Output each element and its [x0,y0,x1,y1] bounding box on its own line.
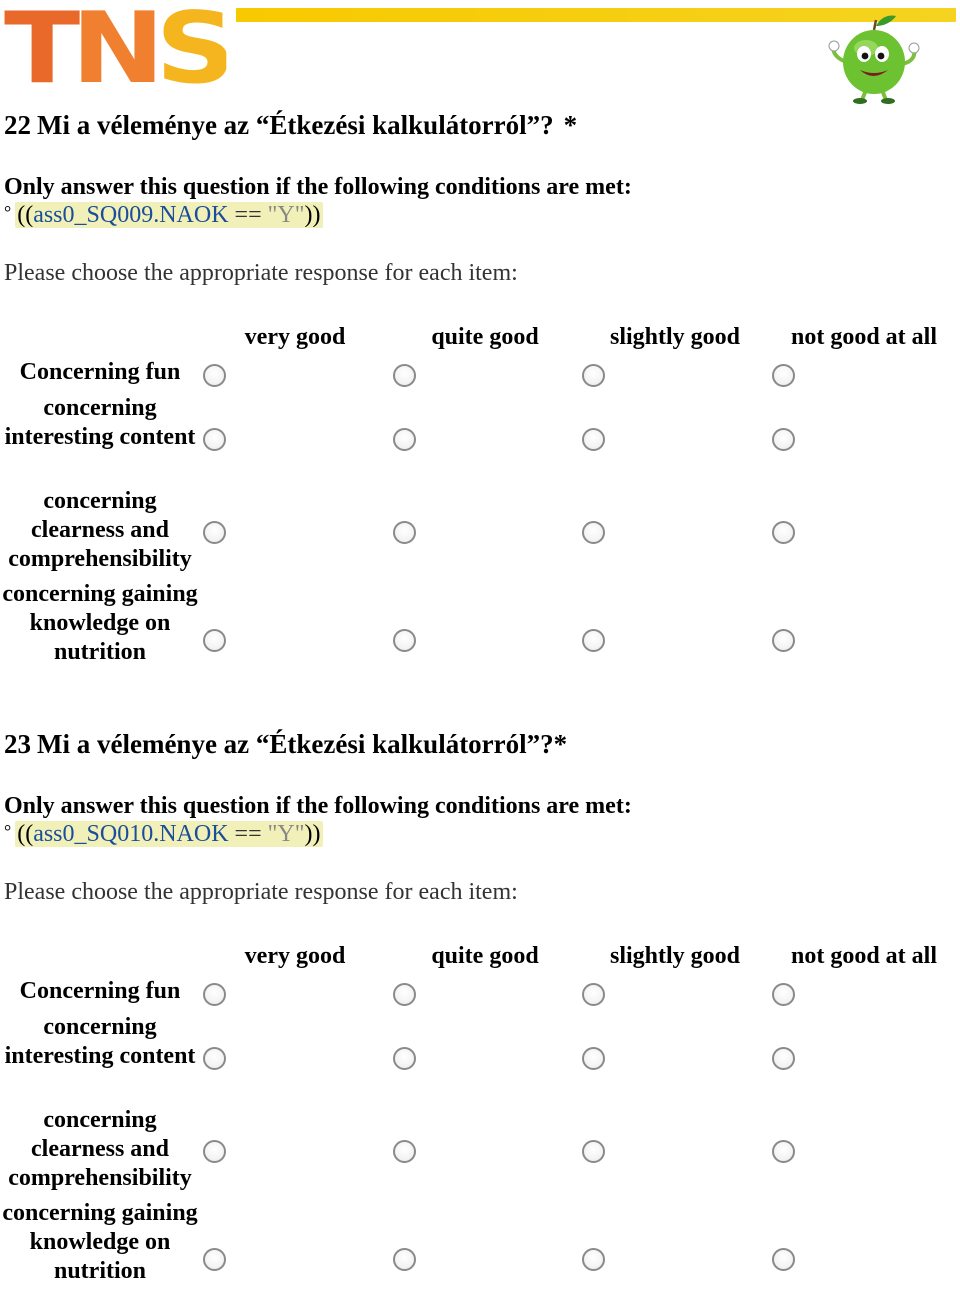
row-label-knowledge: concerning gaining knowledge on nutrition [2,1200,198,1284]
condition-close: )) [304,202,321,228]
radio-interesting-very-good[interactable] [203,428,226,451]
radio-knowledge-not-good-at-all[interactable] [772,629,795,652]
question-number: 22 [4,110,31,140]
instruction-text: Please choose the appropriate response for each item: [4,879,518,905]
radio-fun-slightly-good[interactable] [582,983,605,1006]
condition-open: (( [17,821,34,847]
condition-highlight [15,821,322,847]
radio-fun-very-good[interactable] [203,364,226,387]
required-mark: * [553,729,568,759]
logo-letter-s: S [155,4,227,94]
radio-clearness-slightly-good[interactable] [582,521,605,544]
question-title [4,729,567,760]
condition-open: (( [17,202,34,228]
column-header-quite-good: quite good [431,943,539,969]
page-header [0,0,960,105]
column-header-not-good-at-all: not good at all [790,324,937,350]
condition-highlight [15,202,322,228]
logo-letter-n: N [71,4,156,94]
row-label-fun: Concerning fun [19,978,181,1004]
radio-knowledge-very-good[interactable] [203,629,226,652]
column-header-slightly-good: slightly good [609,324,741,350]
radio-interesting-slightly-good[interactable] [582,428,605,451]
radio-knowledge-quite-good[interactable] [393,1248,416,1271]
radio-clearness-not-good-at-all[interactable] [772,521,795,544]
row-label-knowledge: concerning gaining knowledge on nutrition [2,581,198,665]
radio-fun-not-good-at-all[interactable] [772,983,795,1006]
condition-close: )) [304,821,321,847]
radio-fun-quite-good[interactable] [393,364,416,387]
radio-interesting-quite-good[interactable] [393,1047,416,1070]
question-number: 23 [4,729,31,759]
radio-clearness-very-good[interactable] [203,1140,226,1163]
radio-clearness-quite-good[interactable] [393,1140,416,1163]
condition-heading: Only answer this question if the following conditions are met: [4,174,632,200]
row-label-fun: Concerning fun [19,359,181,385]
question-title [4,110,577,141]
condition-heading: Only answer this question if the following conditions are met: [4,793,632,819]
logo-letter-t: T [4,4,72,94]
required-mark: * [563,110,578,140]
condition-value: "Y" [267,202,305,228]
column-header-very-good: very good [244,943,346,969]
radio-interesting-quite-good[interactable] [393,428,416,451]
column-header-very-good: very good [244,324,346,350]
condition-value: "Y" [267,821,305,847]
radio-clearness-quite-good[interactable] [393,521,416,544]
question-text: Mi a véleménye az “Étkezési kalkulátorról”? [37,729,554,759]
radio-fun-very-good[interactable] [203,983,226,1006]
condition-variable: ass0_SQ010.NAOK [33,821,229,847]
radio-interesting-slightly-good[interactable] [582,1047,605,1070]
condition-operator: == [228,821,268,847]
radio-clearness-slightly-good[interactable] [582,1140,605,1163]
radio-clearness-not-good-at-all[interactable] [772,1140,795,1163]
tns-logo [4,4,227,94]
condition-operator: == [228,202,268,228]
condition-expression [4,821,323,848]
row-label-interesting-content: concerning interesting content [4,395,196,450]
radio-interesting-not-good-at-all[interactable] [772,1047,795,1070]
condition-bullet: ° [4,202,12,222]
row-label-clearness: concerning clearness and comprehensibility [8,1107,192,1191]
radio-clearness-very-good[interactable] [203,521,226,544]
question-text: Mi a véleménye az “Étkezési kalkulátorról”? [37,110,554,140]
row-label-clearness: concerning clearness and comprehensibility [8,488,192,572]
condition-expression [4,202,323,229]
apple-mascot-icon [826,12,922,104]
radio-fun-quite-good[interactable] [393,983,416,1006]
radio-knowledge-very-good[interactable] [203,1248,226,1271]
radio-interesting-not-good-at-all[interactable] [772,428,795,451]
condition-bullet: ° [4,821,12,841]
column-header-slightly-good: slightly good [609,943,741,969]
condition-variable: ass0_SQ009.NAOK [33,202,229,228]
column-header-quite-good: quite good [431,324,539,350]
radio-knowledge-slightly-good[interactable] [582,1248,605,1271]
row-label-interesting-content: concerning interesting content [4,1014,196,1069]
instruction-text: Please choose the appropriate response for each item: [4,260,518,286]
radio-interesting-very-good[interactable] [203,1047,226,1070]
radio-knowledge-not-good-at-all[interactable] [772,1248,795,1271]
radio-fun-slightly-good[interactable] [582,364,605,387]
column-header-not-good-at-all: not good at all [790,943,937,969]
radio-knowledge-slightly-good[interactable] [582,629,605,652]
radio-knowledge-quite-good[interactable] [393,629,416,652]
radio-fun-not-good-at-all[interactable] [772,364,795,387]
